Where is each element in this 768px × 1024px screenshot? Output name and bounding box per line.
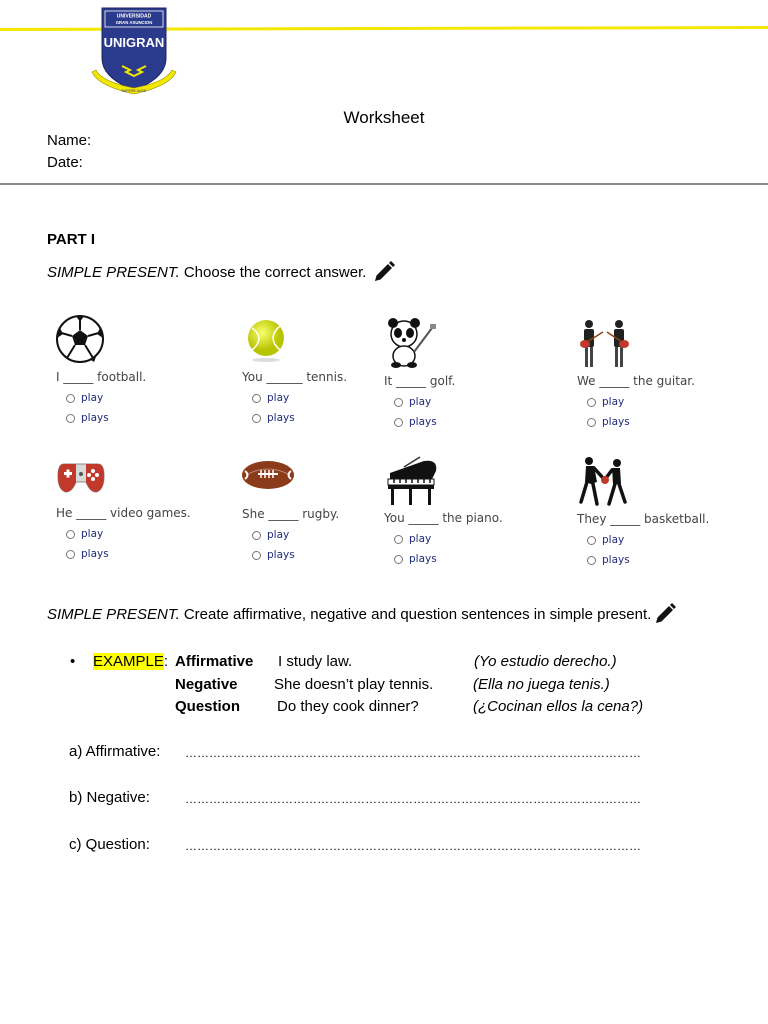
radio-button[interactable] xyxy=(394,418,403,427)
panda-golf-icon xyxy=(384,318,440,370)
option-label: play xyxy=(81,528,104,540)
tennis-ball-icon xyxy=(242,314,298,366)
option-plays[interactable] xyxy=(66,548,236,560)
answer-dots[interactable]: …………………………………………………………………………………………………… xyxy=(185,792,641,806)
option-label: plays xyxy=(267,412,295,424)
radio-button[interactable] xyxy=(394,398,403,407)
option-label: plays xyxy=(267,549,295,561)
page-title: Worksheet xyxy=(343,108,425,127)
option-plays[interactable] xyxy=(587,554,757,566)
exercise-item-5 xyxy=(56,450,236,560)
radio-button[interactable] xyxy=(252,531,261,540)
option-label: play xyxy=(409,396,432,408)
game-controller-icon xyxy=(56,450,112,502)
answer-line-negative[interactable] xyxy=(69,789,641,806)
sentence: You ______ tennis. xyxy=(242,370,348,384)
date-label: Date: xyxy=(47,154,83,171)
example-type: Affirmative xyxy=(175,653,254,670)
option-label: plays xyxy=(602,416,630,428)
option-plays[interactable] xyxy=(394,416,564,428)
piano-icon xyxy=(384,455,440,507)
option-label: play xyxy=(602,534,625,546)
radio-button[interactable] xyxy=(66,530,75,539)
sentence: You _____ the piano. xyxy=(384,511,503,525)
sentence: It _____ golf. xyxy=(384,374,456,388)
example-type: Question xyxy=(175,698,241,715)
radio-button[interactable] xyxy=(252,394,261,403)
instruction-text: Choose the correct answer. xyxy=(183,263,367,281)
basketball-players-icon xyxy=(577,456,633,508)
sentence: We _____ the guitar. xyxy=(577,374,695,388)
option-play[interactable] xyxy=(394,533,564,545)
header-divider xyxy=(0,183,768,185)
radio-button[interactable] xyxy=(394,555,403,564)
example-sentence: I study law. xyxy=(278,653,353,670)
exercise-item-7 xyxy=(384,455,564,565)
radio-button[interactable] xyxy=(252,414,261,423)
option-label: play xyxy=(81,392,104,404)
option-play[interactable] xyxy=(587,396,757,408)
option-label: plays xyxy=(409,416,437,428)
radio-button[interactable] xyxy=(66,414,75,423)
exercise-item-1 xyxy=(56,314,236,424)
answer-label: c) Question: xyxy=(69,836,150,853)
part2-instruction xyxy=(47,602,677,626)
option-plays[interactable] xyxy=(394,553,564,565)
instruction-italic: SIMPLE PRESENT. xyxy=(47,605,180,623)
sentence: He _____ video games. xyxy=(56,506,191,520)
exercise-item-8 xyxy=(577,456,757,566)
answer-line-affirmative[interactable] xyxy=(69,743,641,760)
logo-top-text-1: UNIVERSIDAD xyxy=(116,13,152,20)
radio-button[interactable] xyxy=(66,550,75,559)
name-label: Name: xyxy=(47,132,92,149)
example-label-row: EXAMPLE: xyxy=(93,653,169,670)
bullet-icon: • xyxy=(70,653,76,670)
logo-name: UNIGRAN xyxy=(103,35,165,50)
instruction-italic: SIMPLE PRESENT. xyxy=(47,263,180,281)
answer-dots[interactable]: …………………………………………………………………………………………………… xyxy=(185,746,641,760)
radio-button[interactable] xyxy=(587,556,596,565)
sentence: She _____ rugby. xyxy=(242,507,340,521)
university-logo xyxy=(88,6,180,98)
example-sentence: Do they cook dinner? xyxy=(277,698,419,715)
radio-button[interactable] xyxy=(252,551,261,560)
answer-dots[interactable]: …………………………………………………………………………………………………… xyxy=(185,839,641,853)
radio-button[interactable] xyxy=(587,398,596,407)
answer-label: b) Negative: xyxy=(69,789,150,806)
guitar-players-icon xyxy=(577,318,633,370)
example-type: Negative xyxy=(175,676,238,693)
radio-button[interactable] xyxy=(394,535,403,544)
instruction-text: Create affirmative, negative and question sentences in simple present. xyxy=(183,605,652,623)
option-label: play xyxy=(602,396,625,408)
option-label: play xyxy=(409,533,432,545)
part-heading: PART I xyxy=(47,231,96,248)
example-translation: (Yo estudio derecho.) xyxy=(474,653,617,670)
option-play[interactable] xyxy=(587,534,757,546)
exercise-item-4 xyxy=(577,318,757,428)
radio-button[interactable] xyxy=(587,536,596,545)
option-label: play xyxy=(267,529,290,541)
option-label: play xyxy=(267,392,290,404)
radio-button[interactable] xyxy=(66,394,75,403)
option-label: plays xyxy=(81,548,109,560)
example-sentence: She doesn’t play tennis. xyxy=(274,676,434,693)
option-play[interactable] xyxy=(66,528,236,540)
example-translation: (Ella no juega tenis.) xyxy=(473,676,610,693)
example-label: EXAMPLE xyxy=(93,653,164,670)
answer-line-question[interactable] xyxy=(69,836,641,853)
option-label: plays xyxy=(81,412,109,424)
pencil-icon xyxy=(653,602,677,626)
logo-motto: SAPERE AUDE xyxy=(121,89,147,93)
option-play[interactable] xyxy=(394,396,564,408)
option-label: plays xyxy=(409,553,437,565)
option-plays[interactable] xyxy=(587,416,757,428)
exercise-item-3 xyxy=(384,318,564,428)
option-plays[interactable] xyxy=(66,412,236,424)
soccer-ball-icon xyxy=(56,314,112,366)
pencil-icon xyxy=(372,260,396,284)
example-translation: (¿Cocinan ellos la cena?) xyxy=(473,698,644,715)
option-play[interactable] xyxy=(66,392,236,404)
sentence: I _____ football. xyxy=(56,370,147,384)
logo-top-text-2: GRAN ASUNCION xyxy=(115,20,153,25)
rugby-ball-icon xyxy=(242,451,298,503)
part1-instruction xyxy=(47,260,396,284)
option-label: plays xyxy=(602,554,630,566)
answer-label: a) Affirmative: xyxy=(69,743,161,760)
sentence: They _____ basketball. xyxy=(577,512,710,526)
radio-button[interactable] xyxy=(587,418,596,427)
